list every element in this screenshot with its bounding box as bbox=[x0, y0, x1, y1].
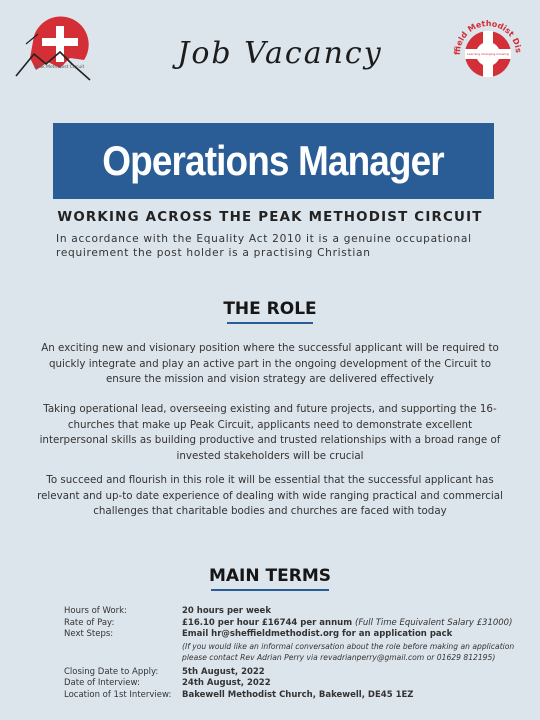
hours-label: Hours of Work: bbox=[64, 606, 127, 616]
terms-row-pay bbox=[64, 618, 524, 630]
role-heading-text: THE ROLE bbox=[223, 299, 317, 319]
equality-note: In accordance with the Equality Act 2010 it is a genuine occupational requirement the post holder is a practising Christian bbox=[56, 233, 472, 259]
role-paragraph-3: To succeed and flourish in this role it will be essential that the successful applicant has relevant and up-to date experience of dealing with wide ranging practical and commercial challenges that charitable bodies and churches are faced with today bbox=[37, 474, 503, 518]
circuit-subtitle: WORKING ACROSS THE PEAK METHODIST CIRCUIT bbox=[57, 210, 483, 225]
location-label: Location of 1st Interview: bbox=[64, 689, 172, 700]
terms-row-closing bbox=[64, 667, 524, 679]
interview-label: Date of Interview: bbox=[64, 678, 140, 689]
role-heading bbox=[0, 299, 540, 324]
pay-note: (Full Time Equivalent Salary £31000) bbox=[355, 617, 513, 628]
terms-heading-text: MAIN TERMS bbox=[208, 566, 331, 586]
terms-row-location bbox=[64, 690, 524, 702]
steps-value-wrap bbox=[182, 629, 524, 663]
terms-list bbox=[64, 606, 524, 702]
role-paragraph-1: An exciting new and visionary position where the successful applicant will be required to quickly integrate and play an active part in the ongoing development of the Circuit to ensure the mission and vision strategy are delivered effectively bbox=[41, 342, 499, 386]
terms-row-interview bbox=[64, 678, 524, 690]
sheffield-logo-text: ffield Methodist Dis bbox=[452, 18, 524, 56]
interview-value: 24th August, 2022 bbox=[182, 678, 271, 689]
logo-center-text: Learning Changing Growing bbox=[467, 52, 509, 56]
pay-value-wrap bbox=[182, 618, 524, 630]
terms-heading-underline bbox=[211, 589, 329, 591]
terms-row-hours bbox=[64, 606, 524, 618]
job-vacancy-title: Job Vacancy bbox=[177, 36, 383, 71]
hours-value: 20 hours per week bbox=[182, 606, 271, 616]
steps-note: (If you would like an informal conversation about the role before making an application please contact Rev Adrian Perry via revadrianperry@gmail.com or 01629 812195) bbox=[182, 641, 515, 662]
terms-row-steps bbox=[64, 629, 524, 663]
sheffield-district-logo bbox=[448, 14, 528, 96]
job-title: Operations Manager bbox=[102, 137, 445, 184]
steps-label: Next Steps: bbox=[64, 629, 114, 640]
closing-label: Closing Date to Apply: bbox=[64, 666, 159, 677]
job-title-banner bbox=[53, 123, 494, 199]
peak-circuit-logo bbox=[12, 14, 92, 94]
closing-value: 5th August, 2022 bbox=[182, 666, 265, 677]
peak-logo-text: Peak Methodist Circuit bbox=[34, 65, 85, 70]
role-paragraph-2: Taking operational lead, overseeing existing and future projects, and supporting the 16-churches that make up Peak Circuit, applicants need to demonstrate excellent interpersonal skills as building productive and trusted relationships with a broad range of invested stakeholders will be crucial bbox=[39, 403, 501, 462]
terms-heading bbox=[0, 566, 540, 591]
steps-value: Email hr@sheffieldmethodist.org for an application pack bbox=[182, 629, 453, 640]
pay-label: Rate of Pay: bbox=[64, 617, 115, 628]
location-value: Bakewell Methodist Church, Bakewell, DE45 1EZ bbox=[182, 689, 414, 700]
role-heading-underline bbox=[227, 322, 313, 324]
pay-value: £16.10 per hour £16744 per annum bbox=[182, 617, 353, 628]
